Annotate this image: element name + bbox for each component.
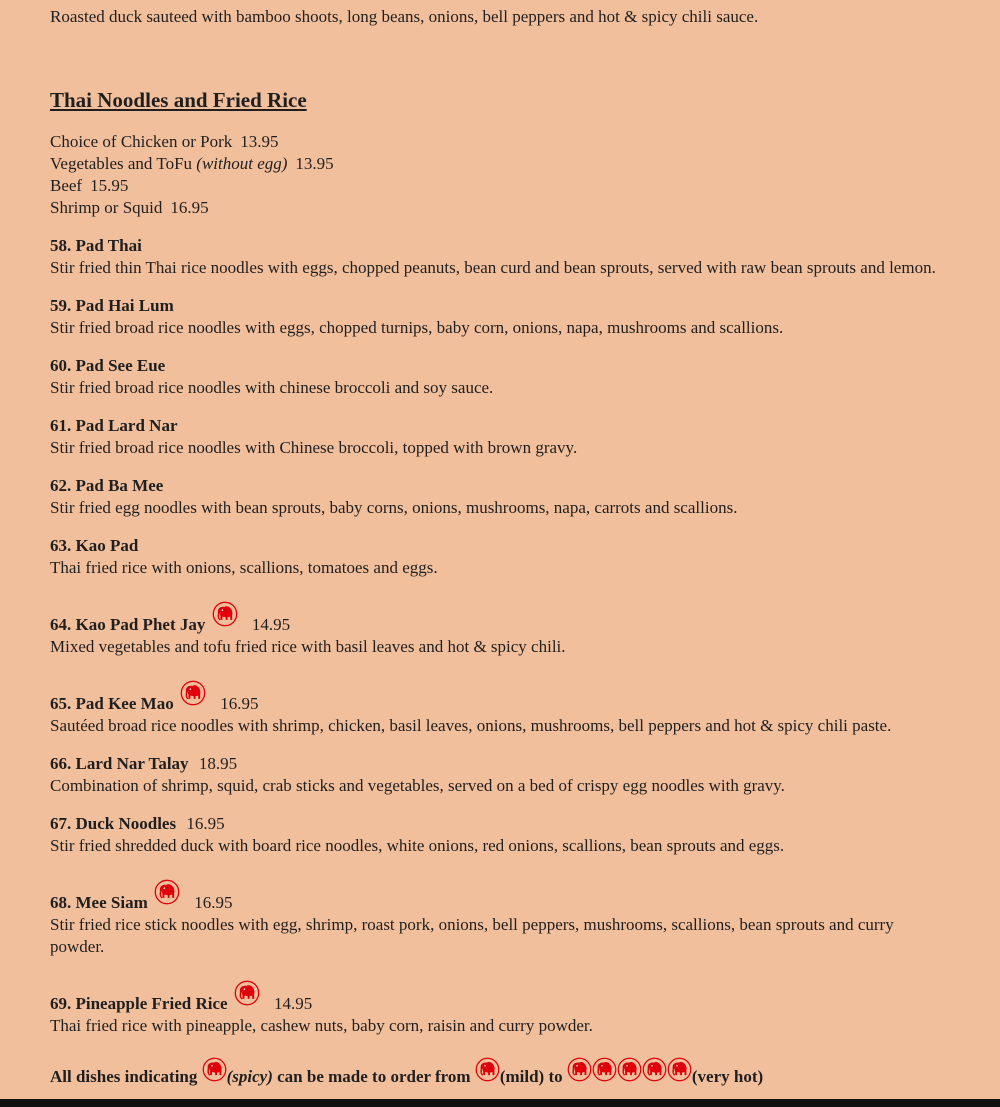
item-price: 14.95 bbox=[251, 615, 291, 634]
elephant-icon bbox=[667, 1057, 692, 1082]
legend-very-hot-label: (very hot) bbox=[691, 1067, 764, 1086]
previous-item-description: Roasted duck sauteed with bamboo shoots, long beans, onions, bell peppers and hot & spicy chili sauce. bbox=[50, 7, 759, 26]
item-title: 60. Pad See Eue bbox=[50, 356, 166, 375]
menu-item-60 bbox=[50, 355, 950, 399]
menu-item-58 bbox=[50, 235, 950, 279]
price-row bbox=[50, 197, 950, 219]
menu-item-64 bbox=[50, 601, 950, 658]
bottom-bar bbox=[0, 1099, 1000, 1107]
item-title: 59. Pad Hai Lum bbox=[50, 296, 174, 315]
item-title: 58. Pad Thai bbox=[50, 236, 142, 255]
item-price: 16.95 bbox=[186, 814, 225, 833]
item-description: Sautéed broad rice noodles with shrimp, chicken, basil leaves, onions, mushrooms, bell peppers and hot & spicy chili paste. bbox=[50, 716, 892, 735]
price-label: Shrimp or Squid bbox=[50, 198, 163, 217]
item-title: 61. Pad Lard Nar bbox=[50, 416, 178, 435]
price-list bbox=[50, 131, 950, 219]
item-title: 63. Kao Pad bbox=[50, 536, 139, 555]
item-description: Mixed vegetables and tofu fried rice with basil leaves and hot & spicy chili. bbox=[50, 637, 566, 656]
item-description: Stir fried thin Thai rice noodles with eggs, chopped peanuts, bean curd and bean sprouts, served with raw bean sprouts and lemon. bbox=[50, 258, 936, 277]
menu-item-66 bbox=[50, 753, 950, 797]
price-row bbox=[50, 131, 950, 153]
menu-item-68 bbox=[50, 879, 950, 958]
legend-spicy-label: (spicy) bbox=[226, 1067, 273, 1086]
item-price: 16.95 bbox=[220, 694, 259, 713]
menu-item-63 bbox=[50, 535, 950, 579]
item-title: 65. Pad Kee Mao bbox=[50, 694, 174, 713]
item-title: 66. Lard Nar Talay bbox=[50, 754, 189, 773]
elephant-icon bbox=[567, 1057, 592, 1082]
item-title: 67. Duck Noodles bbox=[50, 814, 177, 833]
price-value: 13.95 bbox=[240, 132, 279, 151]
section-title: Thai Noodles and Fried Rice bbox=[50, 88, 307, 112]
elephant-icon bbox=[642, 1057, 667, 1082]
legend-mild-label: (mild) to bbox=[499, 1067, 563, 1086]
menu-item-62 bbox=[50, 475, 950, 519]
item-price: 16.95 bbox=[194, 893, 233, 912]
item-description: Stir fried broad rice noodles with eggs, chopped turnips, baby corn, onions, napa, mushrooms and scallions. bbox=[50, 318, 784, 337]
item-title: 68. Mee Siam bbox=[50, 893, 148, 912]
price-label: Vegetables and ToFu bbox=[50, 154, 193, 173]
price-row bbox=[50, 175, 950, 197]
price-value: 16.95 bbox=[170, 198, 209, 217]
item-description: Stir fried rice stick noodles with egg, shrimp, roast pork, onions, bell peppers, mushrooms, scallions, bean sprouts and curry powder. bbox=[50, 915, 894, 956]
item-description: Stir fried broad rice noodles with chinese broccoli and soy sauce. bbox=[50, 378, 494, 397]
item-title: 69. Pineapple Fried Rice bbox=[50, 994, 228, 1013]
price-note: (without egg) bbox=[196, 154, 288, 173]
price-label: Beef bbox=[50, 176, 83, 195]
legend-text: can be made to order from bbox=[277, 1067, 471, 1086]
elephant-icon bbox=[212, 601, 238, 627]
elephant-icon bbox=[617, 1057, 642, 1082]
menu-item-61 bbox=[50, 415, 950, 459]
elephant-icon bbox=[234, 980, 260, 1006]
price-value: 15.95 bbox=[90, 176, 129, 195]
menu-item-65 bbox=[50, 680, 950, 737]
item-description: Stir fried shredded duck with board rice noodles, white onions, red onions, scallions, bean sprouts and eggs. bbox=[50, 836, 785, 855]
price-row bbox=[50, 153, 950, 175]
item-description: Stir fried egg noodles with bean sprouts, baby corns, onions, mushrooms, napa, carrots and scallions. bbox=[50, 498, 738, 517]
item-title: 62. Pad Ba Mee bbox=[50, 476, 164, 495]
item-title: 64. Kao Pad Phet Jay bbox=[50, 615, 206, 634]
price-value: 13.95 bbox=[295, 154, 334, 173]
item-description: Thai fried rice with pineapple, cashew nuts, baby corn, raisin and curry powder. bbox=[50, 1016, 593, 1035]
item-description: Stir fried broad rice noodles with Chinese broccoli, topped with brown gravy. bbox=[50, 438, 578, 457]
price-label: Choice of Chicken or Pork bbox=[50, 132, 233, 151]
item-description: Thai fried rice with onions, scallions, tomatoes and eggs. bbox=[50, 558, 438, 577]
elephant-icon bbox=[180, 680, 206, 706]
elephant-icon bbox=[202, 1057, 227, 1082]
menu-content bbox=[50, 6, 950, 1088]
legend-text: All dishes indicating bbox=[50, 1067, 198, 1086]
menu-item-69 bbox=[50, 980, 950, 1037]
elephant-icon bbox=[475, 1057, 500, 1082]
item-description: Combination of shrimp, squid, crab sticks and vegetables, served on a bed of crispy egg noodles with gravy. bbox=[50, 776, 785, 795]
item-price: 18.95 bbox=[198, 754, 238, 773]
menu-item-59 bbox=[50, 295, 950, 339]
item-price: 14.95 bbox=[274, 994, 313, 1013]
elephant-icon bbox=[592, 1057, 617, 1082]
spicy-legend bbox=[50, 1057, 950, 1088]
elephant-icon bbox=[154, 879, 180, 905]
menu-item-67 bbox=[50, 813, 950, 857]
